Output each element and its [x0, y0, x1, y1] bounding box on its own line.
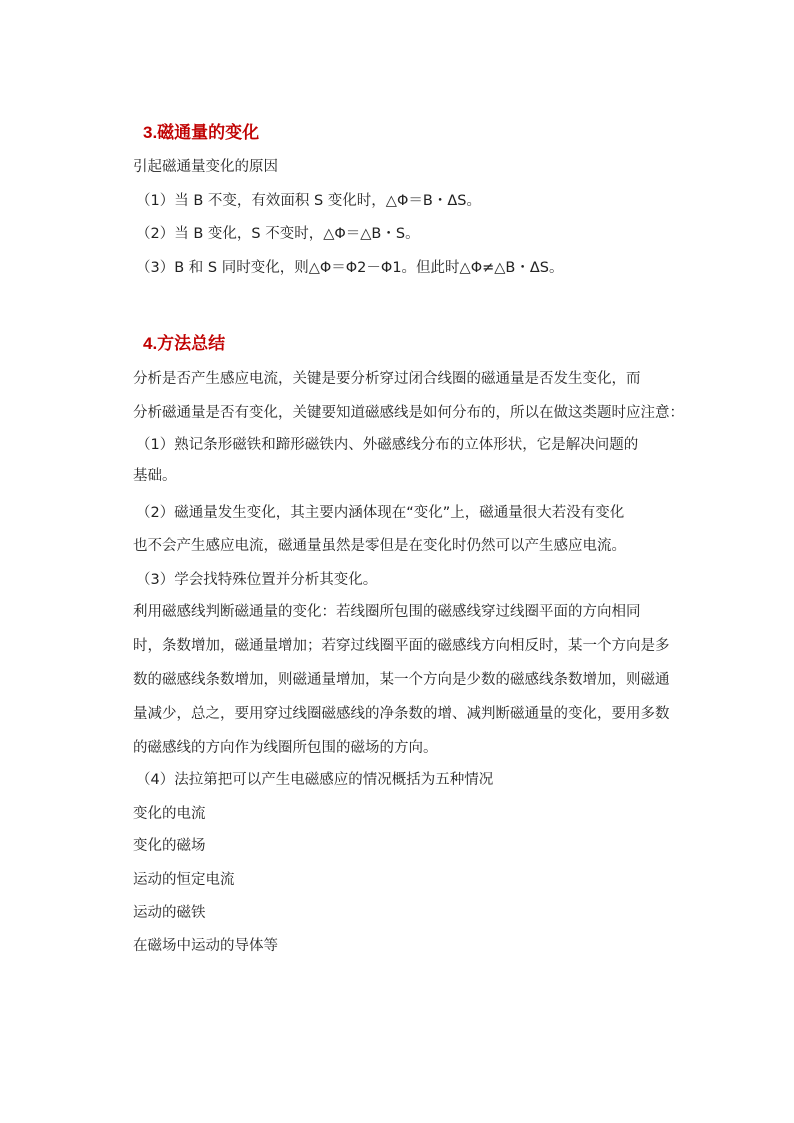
point-1-line-2: 基础。 [133, 468, 177, 484]
point-3: （3）学会找特殊位置并分析其变化。 [136, 572, 378, 588]
section-3-item-1: （1）当 B 不变，有效面积 S 变化时，△Φ＝B・ΔS。 [136, 193, 481, 209]
case-item-4: 运动的磁铁 [133, 905, 206, 921]
section-3-item-3: （3）B 和 S 同时变化，则△Φ＝Φ2－Φ1。但此时△Φ≠△B・ΔS。 [136, 260, 564, 276]
paragraph-1-line-1: 分析是否产生感应电流，关键是要分析穿过闭合线圈的磁通量是否发生变化，而 [133, 371, 641, 387]
case-item-2: 变化的磁场 [133, 838, 206, 854]
case-item-5: 在磁场中运动的导体等 [133, 938, 278, 954]
point-1-line-1: （1）熟记条形磁铁和蹄形磁铁内、外磁感线分布的立体形状，它是解决问题的 [136, 437, 639, 453]
paragraph-2-line-2: 时，条数增加，磁通量增加；若穿过线圈平面的磁感线方向相反时，某一个方向是多 [133, 638, 670, 654]
paragraph-2-line-5: 的磁感线的方向作为线圈所包围的磁场的方向。 [133, 740, 438, 756]
section-3-intro: 引起磁通量变化的原因 [133, 159, 278, 175]
paragraph-1-line-2: 分析磁通量是否有变化，关键要知道磁感线是如何分布的，所以在做这类题时应注意： [133, 405, 684, 421]
section-3-item-2: （2）当 B 变化，S 不变时，△Φ＝△B・S。 [136, 226, 420, 242]
point-4: （4）法拉第把可以产生电磁感应的情况概括为五种情况 [136, 772, 494, 788]
point-2-line-2: 也不会产生感应电流，磁通量虽然是零但是在变化时仍然可以产生感应电流。 [133, 538, 626, 554]
paragraph-2-line-1: 利用磁感线判断磁通量的变化：若线圈所包围的磁感线穿过线圈平面的方向相同 [133, 604, 641, 620]
case-item-1: 变化的电流 [133, 806, 206, 822]
section-3-heading: 3.磁通量的变化 [143, 123, 260, 142]
point-2-line-1: （2）磁通量发生变化，其主要内涵体现在“变化”上，磁通量很大若没有变化 [136, 505, 625, 521]
paragraph-2-line-3: 数的磁感线条数增加，则磁通量增加，某一个方向是少数的磁感线条数增加，则磁通 [133, 672, 670, 688]
section-4-heading: 4.方法总结 [143, 334, 226, 353]
paragraph-2-line-4: 量减少，总之，要用穿过线圈磁感线的净条数的增、减判断磁通量的变化，要用多数 [133, 706, 670, 722]
case-item-3: 运动的恒定电流 [133, 872, 235, 888]
